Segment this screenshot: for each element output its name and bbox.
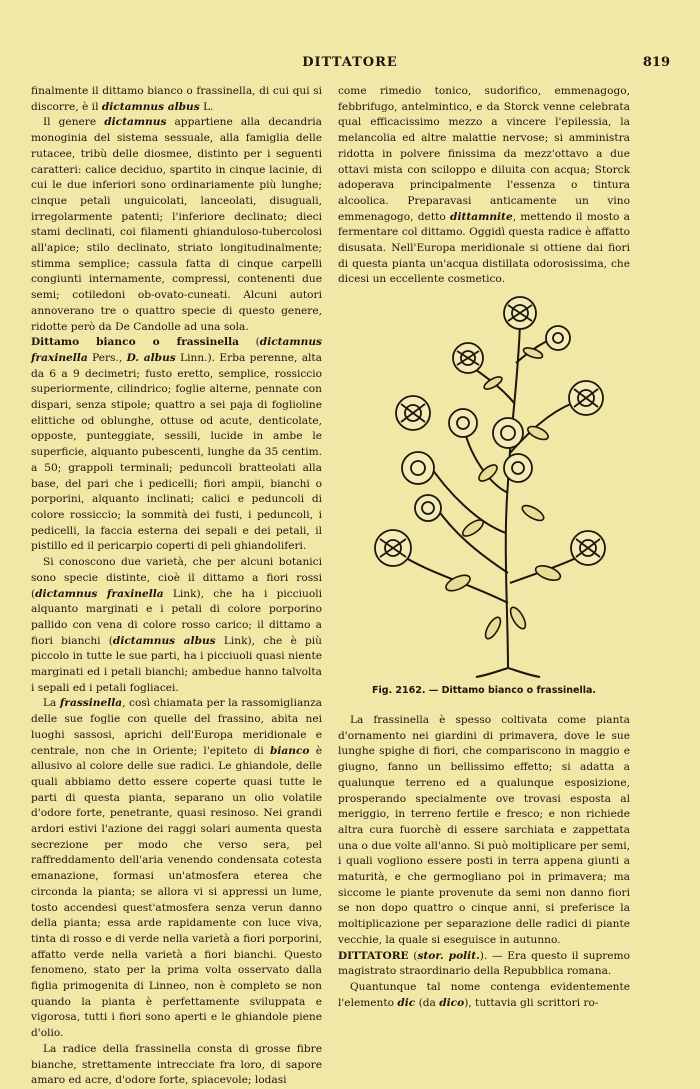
paragraph: La radice della frassinella consta di grosse fibre bianche, strettamente intrecciate fra loro, di sapore amaro ed acre, d'odore forte, spiacevole; lodasi [31, 1042, 322, 1087]
running-header [30, 55, 670, 75]
flower [546, 326, 570, 350]
italic-term: dico [439, 996, 465, 1009]
flower [504, 454, 532, 482]
flower [453, 343, 483, 373]
italic-term: dictamnus fraxinella [35, 587, 164, 600]
paragraph: Il genere dictamnus appartiene alla decandria monoginia del sistema sessuale, alla famiglia delle rutacee, tribù delle diosmee, distinto per i seguenti caratteri: calice deciduo, spartito in cinque lacinie, di cui le due inferiori sono ordinariamente più lunghe; cinque petali unguicolati, lanceolati, disuguali, irregolarmente patenti; l'inferiore declinato; dieci stami declinati, coi filamenti ghianduloso-tubercolosi all'apice; stilo declinato, striato longitudinalmente; stimma semplice; cassula fatta di cinque carpelli congiunti internamente, compressi, contenenti due semi; cotiledoni ob-ovato-cuneati. Alcuni autori annoverano tre o quattro specie di questo genere, ridotte però da De Candolle ad una sola. [31, 116, 322, 333]
paragraph: La frassinella, così chiamata per la rassomiglianza delle sue foglie con quelle del frassino, abita nei luoghi sassosi, aprichi dell'Europa meridionale e centrale, non che in Oriente; l'epiteto di bianco è allusivo al colore delle sue radici. Le ghiandole, delle quali abbiamo detto essere coperte quasi tutte le parti di questa pianta, separano un olio volatile d'odore forte, penetrante, quasi resinoso. Nei grandi ardori estivi l'azione dei raggi solari aumenta questa secrezione per modo che verso sera, pel raffreddamento dell'aria venendo condensata cotesta emanazione, formasi un'atmosfera eterea che circonda la pianta; se allora vi si appressi un lume, tosto accendesi quest'atmosfera senza verun danno della pianta; essa arde rapidamente con luce viva, tinta di rosso e di verde nella varietà a fiori porporini, affatto verde nella varietà a fiori bianchi. Questo fenomeno, stato per la prima volta osservato dalla figlia primogenita di Linneo, non è completo se non quando la pianta è perfettamente sviluppata e vigorosa, tutti i fiori sono aperti e le ghiandole piene d'olio. [31, 697, 323, 1040]
italic-term: dictamnus albus [112, 634, 216, 647]
figure-illustration [338, 283, 630, 703]
flower [402, 452, 434, 484]
paragraph: Dittamo bianco o frassinella (dictamnus fraxinella Pers., D. albus Linn.). Erba perenne, alta da 6 a 9 decimetri; fusto eretto, semplice, rossiccio superiormente, cilindrico; foglie alterne, pennate con dispari, senza stipole; quattro a sei paja di foglioline elittiche od oblunghe, ottuse od acute, denticolate, opposte, punteggiate, sessili, lucide in ambe le superficie, alquanto pubescenti, lunghe da 35 centim. a 50; grappoli terminali; peduncoli bratteolati alla base, del pari che i pedicelli; fiori ampii, bianchi o porporini, alquanto inclinati; calici e peduncoli di colore rossiccio; la sommità dei fusti, i peduncoli, i pedicelli, la faccia esterna dei sepali e dei petali, il pistillo ed il pericarpio coperti di peli ghiandoliferi. [31, 336, 322, 553]
flower [396, 396, 430, 430]
paragraph: finalmente il dittamo bianco o frassinella, di cui qui si discorre, è il dictamnus albus L. [31, 85, 322, 113]
paragraph: Quantunque tal nome contenga evidentemente l'elemento dic (da dico), tuttavia gli scrittori ro- [338, 980, 630, 1009]
flower [571, 531, 605, 565]
italic-term: dic [397, 996, 416, 1009]
italic-term: dictamnus [104, 116, 167, 129]
right-column-bottom [338, 713, 630, 1011]
entry-heading: Dittamo bianco o frassinella [31, 336, 239, 349]
flower [449, 409, 477, 437]
left-column [31, 84, 322, 1089]
figure-caption: Fig. 2162. — Dittamo bianco o frassinella. [371, 685, 597, 696]
running-title: DITTATORE [302, 55, 398, 70]
italic-term: frassinella [59, 697, 123, 710]
flower [569, 381, 603, 415]
page-number: 819 [642, 55, 670, 70]
italic-term: stor. polit. [417, 949, 480, 962]
italic-term: bianco [269, 744, 310, 757]
flower [493, 418, 523, 448]
dittamo-plant-illustration [358, 283, 610, 678]
italic-term: D. albus [126, 351, 176, 364]
paragraph: come rimedio tonico, sudorifico, emmenagogo, febbrifugo, antelmintico, e da Storck venne celebrata qual efficacissimo mezzo a vincere l'epilessia, la melancolia ed altre malattie nervose; si amministra ridotta in polvere finissima da mezz'ottavo a due ottavi mista con sciloppo e diluita con acqua; Storck adoperava principalmente l'essenza o tintura alcoolica. Preparavasi anticamente un vino emmenagogo, detto dittamnite, mettendo il mosto a fermentare col dittamo. Oggidì questa radice è affatto disusata. Nell'Europa meridionale si ottiene dai fiori di questa pianta un'acqua distillata odorosissima, che dicesi un eccellente cosmetico. [338, 85, 630, 286]
flower [504, 297, 536, 329]
paragraph: Si conoscono due varietà, che per alcuni botanici sono specie distinte, cioè il dittamo a fiori rossi (dictamnus fraxinella Link), che ha i picciuoli alquanto marginati e i petali di colore porporino pallido con vena di colore rosso carico; il dittamo a fiori bianchi (dictamnus albus Link), che è più piccolo in tutte le sue parti, ha i picciuoli quasi niente marginati ed i petali bianchi; ambedue hanno talvolta i sepali ed i petali fogliacei. [31, 556, 322, 694]
italic-term: dictamnus fraxinella [31, 336, 322, 364]
flower [415, 495, 441, 521]
paragraph: La frassinella è spesso coltivata come pianta d'ornamento nei giardini di primavera, dove le sue lunghe spighe di fiori, che compariscono in maggio e giugno, fanno un bellissimo effetto; si adatta a qualunque terreno ed a qualunque esposizione, prosperando specialmente ove trovasi esposta al meriggio, in terreno fertile e fresco; e non richiede altra cura fuorchè di essere sarchiata e zappettata una o due volte all'anno. Si può moltiplicare per semi, i quali vogliono essere posti in terra appena giunti a maturità, e che germogliano poi in primavera; ma siccome le piante provenute da semi non danno fiori se non dopo quattro o cinque anni, si preferisce la moltiplicazione per separazione delle radici di piante vecchie, la quale si eseguisce in autunno. [338, 714, 630, 946]
italic-term: dittamnite [450, 210, 513, 223]
right-column-top [338, 84, 630, 288]
flower [375, 530, 411, 566]
paragraph: DITTATORE (stor. polit.). — Era questo il supremo magistrato straordinario della Repubblica romana. [338, 949, 630, 978]
italic-term: dictamnus albus [101, 100, 200, 113]
entry-heading: DITTATORE [338, 949, 409, 962]
